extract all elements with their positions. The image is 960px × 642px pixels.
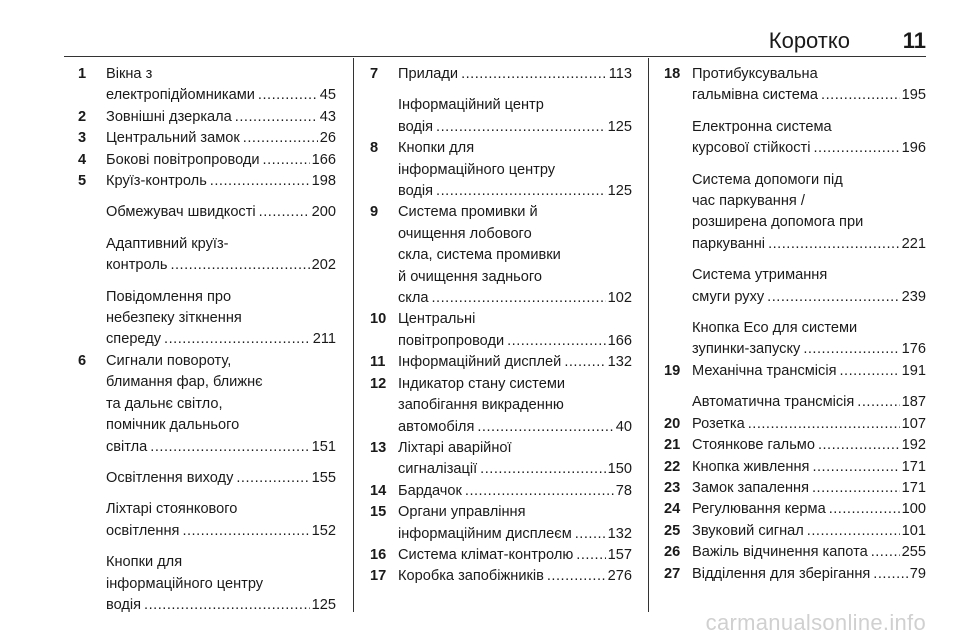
toc-entry [78,64,336,107]
toc-entry [664,64,926,107]
toc-entry-page: 200 [311,204,336,221]
toc-entry-last-line [692,435,926,456]
toc-entry-last-line [692,478,926,499]
dot-leader [840,361,900,382]
toc-entry-last-line [106,329,336,350]
dot-leader [164,329,311,350]
toc-entry-text: зупинки-запуску [692,341,801,358]
toc-entry-last-line [692,339,926,360]
dot-leader [477,417,613,438]
toc-entry [370,138,632,202]
toc-entry-number: 20 [664,415,681,432]
toc-entry [78,287,336,351]
toc-column-2 [370,64,632,588]
toc-entry-page: 79 [909,565,926,582]
dot-leader [210,171,310,192]
toc-entry-text: скла [398,290,429,307]
toc-entry-page: 198 [311,173,336,190]
toc-entry-number: 10 [370,311,387,328]
toc-entry-last-line [106,255,336,276]
toc-entry-last-line [692,521,926,542]
dot-leader [436,181,606,202]
toc-entry-text: інформаційним дисплеєм [398,525,572,542]
toc-entry [664,499,926,520]
toc-entry-text: Важіль відчинення капота [692,544,868,561]
dot-leader [465,481,614,502]
toc-entry-text: автомобіля [398,418,475,435]
toc-entry-page: 107 [901,415,926,432]
toc-entry [664,265,926,308]
toc-entry-text: Система утримання [692,267,828,284]
dot-leader [258,85,318,106]
toc-entry-text: Кнопки для [106,554,183,571]
toc-entry-last-line [106,171,336,192]
toc-entry-text: Відділення для зберігання [692,565,871,582]
toc-entry-page: 192 [901,437,926,454]
toc-entry [664,542,926,563]
toc-column-3 [664,64,926,585]
dot-leader [547,566,606,587]
toc-entry-last-line [106,595,336,616]
toc-entry-number: 3 [78,130,87,147]
toc-entry-number: 6 [78,352,87,369]
toc-entry-text: Кнопки для [398,140,475,157]
toc-entry [370,95,632,138]
toc-entry-text: Регулювання керма [692,501,826,518]
toc-entry-text: Система промивки й [398,204,538,221]
toc-entry-page: 195 [901,87,926,104]
toc-entry-last-line [106,202,336,223]
toc-entry-text: помічник дальнього [106,417,240,434]
toc-entry-text: небезпеку зіткнення [106,310,242,327]
toc-entry-text: електропідйомниками [106,87,255,104]
toc-entry [370,566,632,587]
toc-entry-number: 9 [370,204,379,221]
toc-entry-text: Кнопка живлення [692,458,810,475]
page-header [64,26,926,56]
toc-entry-last-line [398,417,632,438]
toc-entry [664,392,926,413]
toc-entry-last-line [692,457,926,478]
toc-entry [370,502,632,545]
toc-entry-number: 19 [664,362,681,379]
toc-entry-text: та дальнє світло, [106,395,223,412]
dot-leader [575,524,606,545]
toc-entry-last-line [106,85,336,106]
toc-entry-last-line [398,545,632,566]
toc-entry-text: Бардачок [398,482,462,499]
dot-leader [812,478,900,499]
toc-entry-page: 78 [615,482,632,499]
toc-entry-number: 15 [370,504,387,521]
toc-entry-last-line [398,181,632,202]
toc-entry-page: 101 [901,522,926,539]
dot-leader [236,468,309,489]
toc-entry-number: 23 [664,479,681,496]
dot-leader [829,499,900,520]
dot-leader [767,287,899,308]
toc-entry-text: очищення лобового [398,225,532,242]
toc-entry-text: спереду [106,331,162,348]
toc-entry-text: Сигнали повороту, [106,352,232,369]
toc-entry-last-line [692,542,926,563]
column-divider [648,58,649,612]
toc-entry [78,552,336,616]
dot-leader [564,352,605,373]
toc-entry [78,171,336,192]
toc-entry-page: 196 [901,140,926,157]
dot-leader [818,435,900,456]
toc-entry-text: Механічна трансмісія [692,362,837,379]
toc-entry-text: Повідомлення про [106,288,232,305]
toc-entry-text: Протибуксувальна [692,66,818,82]
toc-entry-page: 125 [607,118,632,135]
toc-entry-last-line [398,524,632,545]
toc-entry-page: 157 [607,546,632,563]
toc-entry-page: 113 [608,66,632,82]
toc-entry-page: 125 [311,596,336,613]
toc-entry-text: запобігання викраденню [398,397,564,414]
toc-entry-text: Ліхтарі стоянкового [106,501,238,518]
toc-entry-text: Центральні [398,311,476,328]
toc-entry [370,352,632,373]
toc-entry-number: 26 [664,544,681,561]
toc-entry-text: водія [106,596,142,613]
toc-entry-last-line [692,414,926,435]
toc-entry-text: інформаційного центру [106,575,264,592]
toc-entry-text: освітлення [106,522,180,539]
toc-entry-page: 152 [311,522,336,539]
toc-entry-page: 211 [312,331,336,348]
toc-entry-number: 16 [370,546,387,563]
dot-leader [431,288,605,309]
toc-entry [78,351,336,458]
toc-entry [664,564,926,585]
toc-entry [370,202,632,309]
toc-entry-text: Ліхтарі аварійної [398,439,512,456]
toc-entry [78,202,336,223]
toc-entry-page: 171 [901,479,926,496]
toc-entry-last-line [106,437,336,458]
toc-entry-page: 45 [319,87,336,104]
dot-leader [263,150,310,171]
toc-entry-text: інформаційного центру [398,161,556,178]
toc-entry-text: Центральний замок [106,130,240,147]
dot-leader [812,457,899,478]
toc-entry-last-line [692,85,926,106]
toc-entry [370,309,632,352]
page-title: Коротко [768,28,850,53]
toc-entry-page: 221 [901,235,926,252]
toc-entry [664,478,926,499]
toc-entry [78,150,336,171]
toc-entry-text: Замок запалення [692,479,809,496]
toc-entry-last-line [692,392,926,413]
toc-entry [370,481,632,502]
toc-entry-text: сигналізації [398,461,478,478]
toc-entry-text: Зовнішні дзеркала [106,108,232,125]
dot-leader [857,392,899,413]
toc-entry-last-line [398,459,632,480]
toc-entry-text: Обмежувач швидкості [106,204,256,221]
toc-entry-last-line [398,64,632,85]
toc-entry [78,234,336,277]
toc-entry-page: 166 [311,151,336,168]
toc-entry-text: Електронна система [692,118,832,135]
toc-entry-number: 1 [78,66,87,82]
dot-leader [807,521,900,542]
toc-entry-text: Стоянкове гальмо [692,437,815,454]
toc-entry-page: 102 [607,290,632,307]
toc-entry-number: 5 [78,173,87,190]
toc-entry-text: Круїз-контроль [106,173,207,190]
toc-entry-number: 18 [664,66,681,82]
toc-entry-page: 26 [319,130,336,147]
toc-entry-number: 17 [370,568,387,585]
toc-entry-page: 276 [607,568,632,585]
toc-entry-number: 27 [664,565,681,582]
toc-entry-page: 100 [901,501,926,518]
dot-leader [243,128,318,149]
toc-entry-text: Бокові повітропроводи [106,151,260,168]
toc-entry-text: час паркування / [692,193,805,210]
toc-entry-page: 150 [607,461,632,478]
toc-entry-last-line [398,566,632,587]
dot-leader [821,85,900,106]
dot-leader [461,64,607,85]
toc-entry-page: 40 [615,418,632,435]
dot-leader [873,564,907,585]
toc-entry-number: 4 [78,151,87,168]
toc-entry-page: 43 [319,108,336,125]
header-rule [64,56,926,57]
toc-entry-page: 202 [311,257,336,274]
toc-entry [664,361,926,382]
toc-entry-text: Індикатор стану системи [398,375,566,392]
watermark: carmanualsonline.info [705,610,926,635]
dot-leader [748,414,900,435]
dot-leader [813,138,899,159]
dot-leader [871,542,900,563]
toc-entry-page: 171 [901,458,926,475]
toc-entry-number: 8 [370,140,379,157]
toc-entry [664,414,926,435]
toc-entry [664,521,926,542]
toc-entry-text: й очищення заднього [398,268,543,285]
toc-entry-number: 7 [370,66,379,82]
toc-entry-page: 132 [607,354,632,371]
toc-entry-text: скла, система промивки [398,247,561,264]
toc-entry-page: 255 [901,544,926,561]
toc-entry-text: світла [106,438,148,455]
toc-entry-last-line [692,499,926,520]
toc-entry-page: 166 [607,332,632,349]
toc-entry-text: Адаптивний круїз- [106,235,229,252]
toc-entry-number: 12 [370,375,387,392]
toc-entry-page: 187 [901,394,926,411]
toc-entry-text: розширена допомога при [692,214,864,231]
dot-leader [507,331,606,352]
dot-leader [576,545,605,566]
toc-entry [370,374,632,438]
dot-leader [182,521,309,542]
toc-entry-number: 21 [664,437,681,454]
toc-entry-last-line [692,564,926,585]
dot-leader [436,117,606,138]
toc-entry-last-line [106,521,336,542]
toc-entry-text: Коробка запобіжників [398,568,544,585]
toc-entry-number: 2 [78,108,87,125]
toc-entry [370,64,632,85]
dot-leader [150,437,309,458]
dot-leader [235,107,318,128]
toc-entry-text: повітропроводи [398,332,505,349]
toc-entry-text: Вікна з [106,66,153,82]
toc-entry-text: Автоматична трансмісія [692,394,855,411]
toc-entry-last-line [692,287,926,308]
toc-entry-text: Інформаційний центр [398,97,544,114]
toc-column-1 [78,64,336,616]
toc-entry-text: Прилади [398,66,459,82]
toc-entry-text: Система клімат-контролю [398,546,574,563]
page-number: 11 [902,28,926,53]
toc-entry-text: паркуванні [692,235,766,252]
column-divider [353,58,354,612]
toc-entry-last-line [106,150,336,171]
toc-entry-text: курсової стійкості [692,140,811,157]
toc-entry-text: смуги руху [692,288,765,305]
toc-entry-number: 14 [370,482,387,499]
toc-entry-page: 155 [311,469,336,486]
toc-entry-page: 151 [311,438,336,455]
toc-entry-text: контроль [106,257,168,274]
toc-entry-text: Інформаційний дисплей [398,354,562,371]
toc-entry-page: 191 [901,362,926,379]
toc-entry-page: 125 [607,183,632,200]
dot-leader [259,202,310,223]
toc-entry-number: 11 [370,354,386,371]
toc-entry [664,318,926,361]
toc-entry-last-line [398,481,632,502]
dot-leader [768,234,900,255]
toc-entry-page: 239 [901,288,926,305]
toc-entry [78,499,336,542]
toc-entry-number: 25 [664,522,681,539]
toc-entry-number: 22 [664,458,681,475]
toc-entry-page: 176 [901,341,926,358]
toc-entry-last-line [398,331,632,352]
toc-entry-last-line [692,361,926,382]
toc-entry [370,438,632,481]
toc-entry [78,468,336,489]
dot-leader [803,339,899,360]
toc-entry-last-line [398,352,632,373]
toc-entry [370,545,632,566]
toc-entry-text: Розетка [692,415,745,432]
toc-entry-text: Органи управління [398,504,526,521]
toc-entry [78,107,336,128]
dot-leader [170,255,309,276]
toc-entry-text: Кнопка Eco для системи [692,320,858,337]
toc-entry-text: блимання фар, ближнє [106,374,263,391]
toc-entry-last-line [692,138,926,159]
toc-entry [78,128,336,149]
toc-entry-text: Система допомоги під [692,171,843,188]
toc-entry-number: 13 [370,439,387,456]
toc-entry-text: водія [398,183,434,200]
toc-entry-page: 132 [607,525,632,542]
toc-entry-last-line [106,468,336,489]
toc-entry-text: Освітлення виходу [106,469,234,486]
dot-leader [480,459,605,480]
toc-entry-text: Звуковий сигнал [692,522,804,539]
toc-entry-last-line [398,117,632,138]
toc-entry-text: гальмівна система [692,87,819,104]
toc-entry-number: 24 [664,501,681,518]
toc-entry-last-line [106,107,336,128]
toc-entry [664,117,926,160]
toc-entry-last-line [106,128,336,149]
toc-entry-last-line [692,234,926,255]
toc-entry [664,457,926,478]
dot-leader [144,595,310,616]
toc-entry [664,435,926,456]
toc-entry [664,170,926,256]
toc-entry-text: водія [398,118,434,135]
toc-entry-last-line [398,288,632,309]
